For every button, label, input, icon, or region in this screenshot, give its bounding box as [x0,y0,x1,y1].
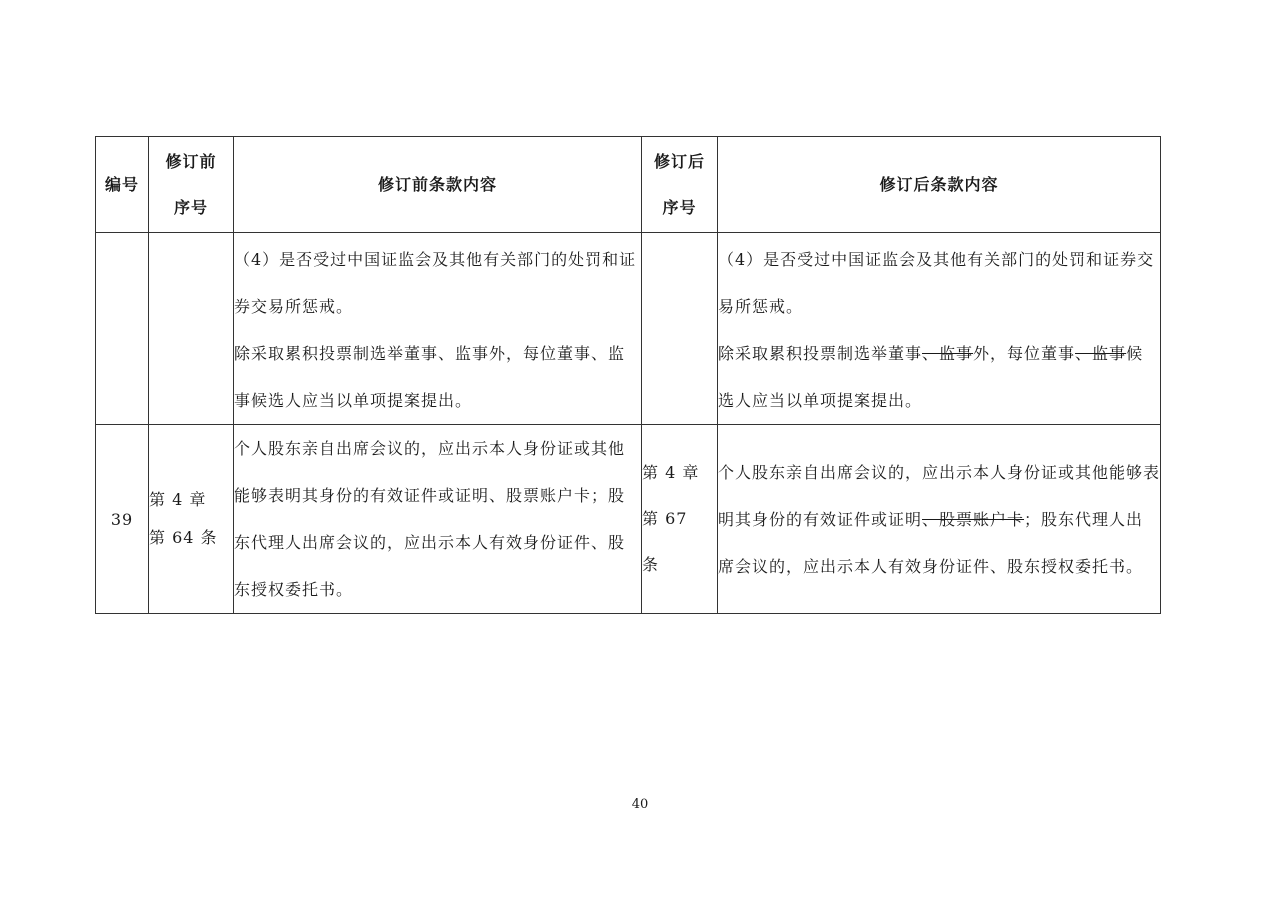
cell-after-text: （4）是否受过中国证监会及其他有关部门的处罚和证券交易所惩戒。 除采取累积投票制选举董事、监事外，每位董事、监事候选人应当以单项提案提出。 [718,233,1161,425]
deleted-text: 、监事 [1075,344,1127,363]
page-number: 40 [631,797,649,812]
table-row [96,233,1161,425]
cell-after-seq: 第 4 章 第 67 条 [642,425,718,614]
header-no: 编号 [96,137,149,233]
table-header-row [96,137,1161,233]
header-before-seq: 修订前 序号 [149,137,234,233]
table-row [96,425,1161,614]
cell-before-text: （4）是否受过中国证监会及其他有关部门的处罚和证券交易所惩戒。 除采取累积投票制选举董事、监事外，每位董事、监事候选人应当以单项提案提出。 [234,233,642,425]
cell-no [96,233,149,425]
deleted-text: 、股票账户卡 [922,509,1025,529]
cell-no: 39 [96,425,149,614]
header-after-seq: 修订后 序号 [642,137,718,233]
cell-before-text: 个人股东亲自出席会议的，应出示本人身份证或其他能够表明其身份的有效证件或证明、股票账户卡；股东代理人出席会议的，应出示本人有效身份证件、股东授权委托书。 [234,425,642,614]
cell-before-seq [149,233,234,425]
revision-table [95,136,1161,614]
cell-after-text: 个人股东亲自出席会议的，应出示本人身份证或其他能够表明其身份的有效证件或证明、股票账户卡；股东代理人出席会议的，应出示本人有效身份证件、股东授权委托书。 [718,425,1161,614]
header-after-text: 修订后条款内容 [718,137,1161,233]
deleted-text: 、监事 [922,344,974,363]
cell-before-seq: 第 4 章 第 64 条 [149,425,234,614]
cell-after-seq [642,233,718,425]
header-before-text: 修订前条款内容 [234,137,642,233]
